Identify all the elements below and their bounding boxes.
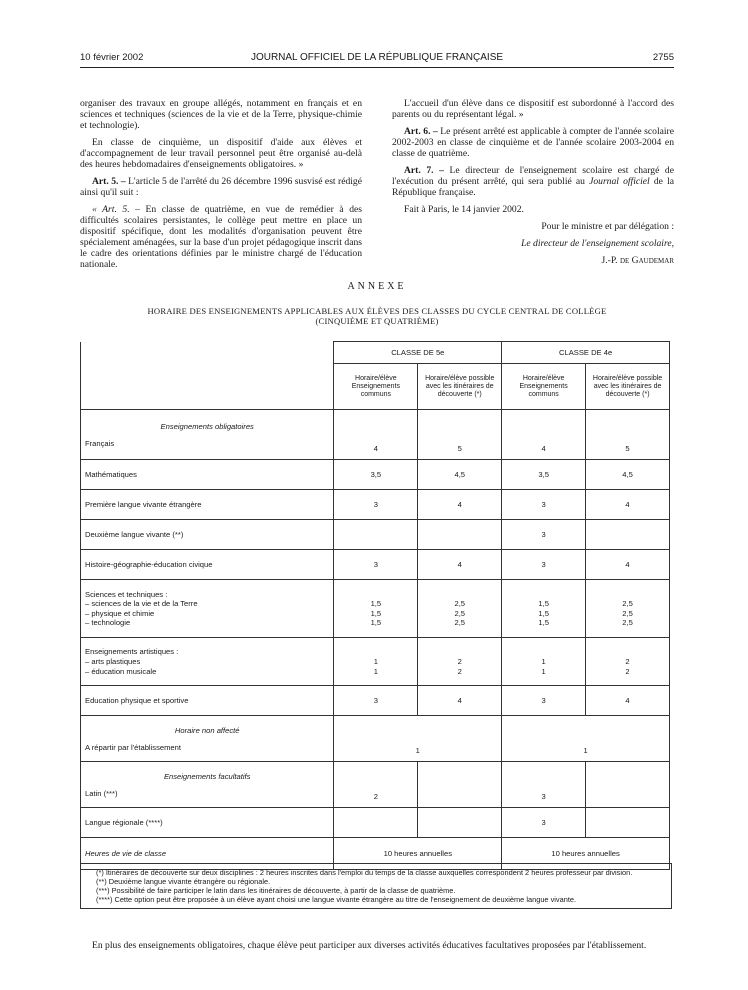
cell: 1 <box>502 716 670 762</box>
cell: 3 <box>502 686 586 716</box>
table-row <box>81 808 670 838</box>
cell: 3 <box>334 490 418 520</box>
article-7 <box>392 165 674 198</box>
cell <box>334 580 418 638</box>
cell: 4 <box>334 410 418 460</box>
subtitle-line: (CINQUIÈME ET QUATRIÈME) <box>315 316 439 326</box>
cell-value: 2 <box>457 666 462 676</box>
cell <box>586 580 670 638</box>
table-row <box>81 686 670 716</box>
cell: 3 <box>334 550 418 580</box>
article-heading: Art. 7. – <box>404 165 444 176</box>
table-footnotes <box>80 863 672 909</box>
subject-label: Première langue vivante étrangère <box>81 490 334 520</box>
cell-value: 1,5 <box>538 599 549 609</box>
table-row <box>81 762 670 808</box>
annexe-subtitle <box>80 306 674 326</box>
group-label: Enseignements artistiques : <box>85 646 179 656</box>
row-label <box>81 580 334 638</box>
article-text: de la République française. <box>392 176 674 198</box>
cell-value: 2,5 <box>622 599 633 609</box>
subject-label: A répartir par l'établissement <box>85 742 181 752</box>
cell <box>586 808 670 838</box>
class-5-header: CLASSE DE 5e <box>334 342 502 364</box>
article-heading: Art. 5. – <box>92 176 126 187</box>
cell <box>418 638 502 686</box>
cell: 3,5 <box>334 460 418 490</box>
signature-title <box>392 238 674 249</box>
subject-label: – arts plastiques <box>85 656 141 666</box>
cell-value: 1 <box>373 666 378 676</box>
subject-label: Français <box>85 438 115 448</box>
footnote: (***) Possibilité de faire participer le latin dans les itinéraires de découverte, à partir de la classe de quatrième. <box>96 886 456 895</box>
cell: 4 <box>418 686 502 716</box>
signature-title-text: Le directeur de l'enseignement scolaire, <box>521 238 674 249</box>
class-4-header: CLASSE DE 4e <box>502 342 670 364</box>
page-number: 2755 <box>652 52 674 63</box>
article-text: Le présent arrêté est applicable à compter de l'année scolaire 2002-2003 en classe de cinquième et de l'année scolaire 2003-2004 en classe de quatrième. <box>392 126 674 159</box>
cell-value: 2,5 <box>454 599 466 609</box>
cell: 4 <box>586 490 670 520</box>
right-column <box>392 98 674 272</box>
table-row <box>81 460 670 490</box>
subject-label: Education physique et sportive <box>81 686 334 716</box>
cell-value: 2,5 <box>622 618 633 628</box>
cell <box>418 520 502 550</box>
page-header <box>80 52 674 66</box>
cell <box>334 638 418 686</box>
cell: 3 <box>502 520 586 550</box>
annexe-title: ANNEXE <box>347 281 407 292</box>
col-header: Horaire/élève Enseignements communs <box>502 364 586 410</box>
table-row <box>81 520 670 550</box>
row-label <box>81 638 334 686</box>
cell-value: 2,5 <box>454 618 466 628</box>
article-6 <box>392 126 674 159</box>
row-label <box>81 410 334 460</box>
cell: 4 <box>502 410 586 460</box>
article-text: Le directeur de l'enseignement scolaire est chargé de l'exécution du présent arrêté, qui sera publié au <box>392 165 674 187</box>
cell <box>418 808 502 838</box>
cell <box>334 808 418 838</box>
cell-value: 1,5 <box>370 599 382 609</box>
cell: 4,5 <box>586 460 670 490</box>
footnote: (**) Deuxième langue vivante étrangère ou régionale. <box>96 877 271 886</box>
cell: 3 <box>502 490 586 520</box>
cell-value: 1,5 <box>370 608 382 618</box>
subject-label: – physique et chimie <box>85 608 155 618</box>
article-5-quote <box>80 204 362 270</box>
date-line: Fait à Paris, le 14 janvier 2002. <box>404 204 524 215</box>
cell-value: 2,5 <box>454 608 466 618</box>
cell-value: 1 <box>541 666 546 676</box>
cell: 1 <box>334 716 502 762</box>
cell: 4 <box>586 686 670 716</box>
table-row <box>81 716 670 762</box>
row-label <box>81 716 334 762</box>
left-column <box>80 98 362 276</box>
article-heading: « Art. 5. – <box>92 204 140 215</box>
subtitle-line: HORAIRE DES ENSEIGNEMENTS APPLICABLES AUX ÉLÈVES DES CLASSES DU CYCLE CENTRAL DE COLLÈGE <box>147 306 607 316</box>
cell: 2 <box>334 762 418 808</box>
subject-label: – technologie <box>85 618 131 627</box>
subject-label: – sciences de la vie et de la Terre <box>85 599 198 608</box>
col-header: Horaire/élève possible avec les itinéraires de découverte (*) <box>418 364 502 410</box>
article-heading: Art. 6. – <box>404 126 438 137</box>
subject-label: Mathématiques <box>81 460 334 490</box>
subject-label: – éducation musicale <box>85 666 157 676</box>
cell: 4 <box>418 490 502 520</box>
cell <box>334 520 418 550</box>
cell-value: 2,5 <box>622 608 633 618</box>
cell <box>586 762 670 808</box>
cell-value: 2 <box>625 666 630 676</box>
journal-name: Journal officiel <box>589 176 650 187</box>
article-5 <box>80 176 362 198</box>
cell <box>418 580 502 638</box>
header-rule <box>80 67 674 68</box>
cell-value: 1 <box>373 656 378 666</box>
subject-label: Langue régionale (****) <box>81 808 334 838</box>
cell: 5 <box>418 410 502 460</box>
signature-name: J.-P. de Gaudemar <box>601 255 674 266</box>
cell-value: 1,5 <box>538 618 549 628</box>
cell <box>418 762 502 808</box>
header-date: 10 février 2002 <box>80 52 144 63</box>
cell: 4 <box>418 550 502 580</box>
section-title: Enseignements obligatoires <box>160 421 254 431</box>
cell-value: 2 <box>457 656 462 666</box>
paragraph: organiser des travaux en groupe allégés, notamment en français et en sciences et techniques (sciences de la vie et de la Terre, physique-chimie et technologie). <box>80 98 362 131</box>
section-title: Horaire non affecté <box>174 725 240 735</box>
subject-label: Heures de vie de classe <box>81 838 334 870</box>
cell <box>586 520 670 550</box>
cell: 5 <box>586 410 670 460</box>
signature-line: Pour le ministre et par délégation : <box>541 221 674 232</box>
subject-label: Latin (***) <box>85 788 118 798</box>
section-title: Enseignements facultatifs <box>163 771 251 781</box>
paragraph: L'accueil d'un élève dans ce dispositif est subordonné à l'accord des parents ou du représentant légal. » <box>392 98 674 120</box>
table-row <box>81 580 670 638</box>
col-header: Horaire/élève possible avec les itinéraires de découverte (*) <box>586 364 670 410</box>
cell: 3 <box>502 808 586 838</box>
cell: 10 heures annuelles <box>334 838 502 870</box>
journal-title: JOURNAL OFFICIEL DE LA RÉPUBLIQUE FRANÇAISE <box>250 52 504 63</box>
table-row <box>81 550 670 580</box>
paragraph: En classe de cinquième, un dispositif d'aide aux élèves et d'accompagnement de leur travail personnel peut être organisé au-delà des heures hebdomadaires d'enseignements obligatoires. » <box>80 137 362 170</box>
cell-value: 1,5 <box>370 618 382 628</box>
table-row <box>81 490 670 520</box>
row-label <box>81 762 334 808</box>
article-text: L'article 5 de l'arrêté du 26 décembre 1996 susvisé est rédigé ainsi qu'il suit : <box>80 176 362 198</box>
cell-value: 1 <box>541 656 546 666</box>
cell: 3 <box>502 762 586 808</box>
group-label: Sciences et techniques : <box>85 589 168 599</box>
cell: 10 heures annuelles <box>502 838 670 870</box>
cell: 4,5 <box>418 460 502 490</box>
subject-label: Histoire-géographie-éducation civique <box>81 550 334 580</box>
cell: 3 <box>502 550 586 580</box>
footnote: (****) Cette option peut être proposée à un élève ayant choisi une langue vivante étrangère au titre de l'enseignement de deuxième langue vivante. <box>96 895 577 904</box>
article-text: En classe de quatrième, en vue de remédier à des difficultés scolaires persistantes, le collège peut mettre en place un dispositif spécifique, dont les modalités d'organisation peuvent être spécialement aménagées, sur la base d'un projet pédagogique inscrit dans le cadre des orientations définies par le ministre chargé de l'éducation nationale. <box>80 204 362 270</box>
subject-label: Deuxième langue vivante (**) <box>81 520 334 550</box>
footnote: (*) Itinéraires de découverte sur deux disciplines : 2 heures inscrites dans l'emploi du temps de la classe auxquelles correspondent 2 heures professeur par division. <box>96 868 633 877</box>
cell: 3 <box>334 686 418 716</box>
closing-paragraph: En plus des enseignements obligatoires, chaque élève peut participer aux diverses activités éducatives facultatives proposées par l'établissement. <box>92 940 647 951</box>
cell <box>586 638 670 686</box>
cell-value: 2 <box>625 656 630 666</box>
cell <box>502 580 586 638</box>
schedule-table <box>80 341 670 870</box>
table-row <box>81 638 670 686</box>
col-header: Horaire/élève Enseignements communs <box>334 364 418 410</box>
header-blank <box>81 342 334 410</box>
table-row <box>81 410 670 460</box>
cell <box>502 638 586 686</box>
cell: 3,5 <box>502 460 586 490</box>
cell-value: 1,5 <box>538 608 549 618</box>
cell: 4 <box>586 550 670 580</box>
